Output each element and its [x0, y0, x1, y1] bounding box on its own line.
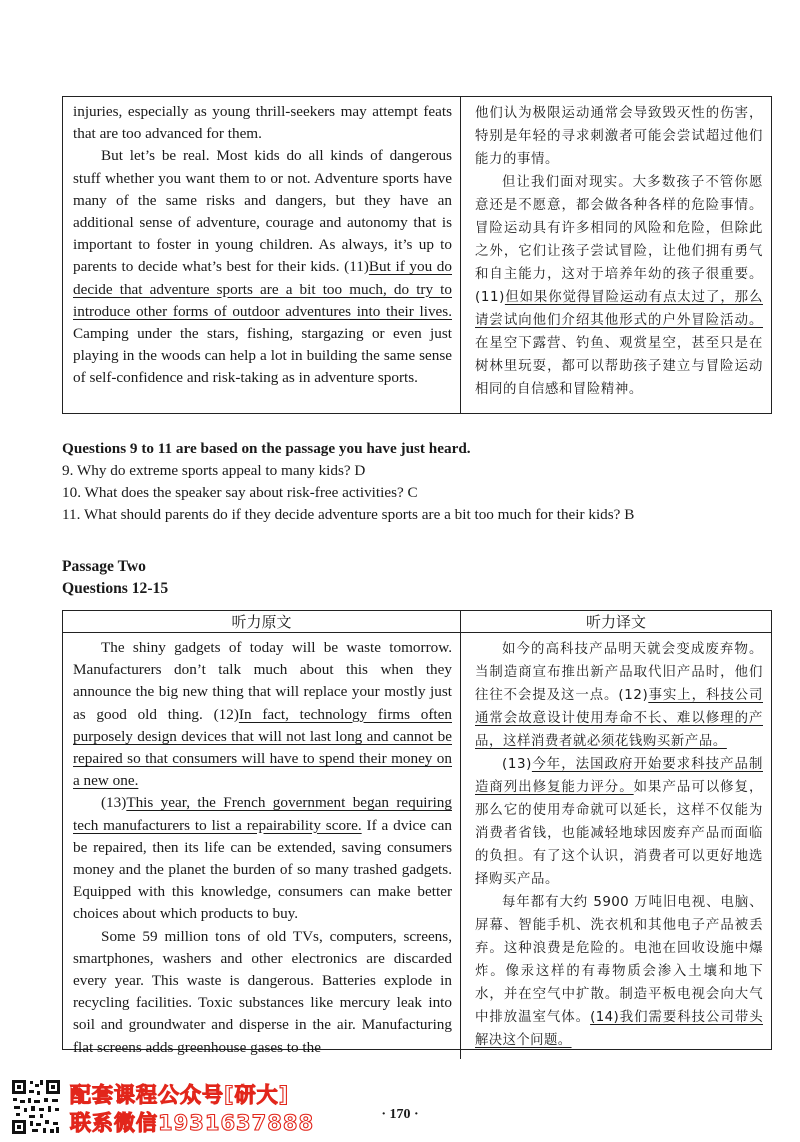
passage2-zh-para-2: (13)今年，法国政府开始要求科技产品制造商列出修复能力评分。如果产品可以修复，那么它的使用寿命就可以延长，这样不仅能为消费者省钱，也能减轻地球因废弃产品而面临的负担。有了这个认识，消费者可以更好地选择购买产品。: [475, 757, 763, 887]
passage2-subtitle: Questions 12-15: [62, 580, 169, 597]
passage1-chinese-column: [461, 97, 771, 413]
passage2-zh-para-1: 如今的高科技产品明天就会变成废弃物。当制造商宣布推出新产品取代旧产品时，他们往往不会提及这一点。(12)事实上，科技公司通常会故意设计使用寿命不长、难以修理的产品，这样消费者就必须花钱购买新产品。: [475, 642, 763, 749]
questions-heading: Questions 9 to 11 are based on the passage you have just heard.: [62, 440, 471, 457]
passage2-en-para-1: The shiny gadgets of today will be waste tomorrow. Manufacturers don’t talk much about this when they announce the big new thing that will replace your mostly just as good old thing. (12)In fact, technology firms often purposely design devices that will not last long and cannot be repaired so that consumers will have to spend their money on a new one.: [73, 639, 452, 790]
header-original: 听力原文: [63, 611, 461, 632]
watermark-line-2: 联系微信1931637888: [70, 1111, 315, 1135]
passage2-zh-para-3: 每年都有大约 5900 万吨旧电视、电脑、屏幕、智能手机、洗衣机和其他电子产品被丢弃。这种浪费是危险的。电池在回收设施中爆炸。像汞这样的有毒物质会渗入土壤和地下水，并在空气中扩散。制造平板电视会向大气中排放温室气体。(14)我们需要科技公司带头解决这个问题。: [475, 895, 763, 1048]
question-10: 10. What does the speaker say about risk-free activities? C: [62, 484, 418, 501]
passage2-heading: [62, 556, 168, 600]
answer-underline-12-zh: 事实上，科技公司通常会故意设计使用寿命不长、难以修理的产品，这样消费者就必须花钱购买新产品。: [475, 688, 763, 749]
answer-underline-13: This year, the French government began requiring tech manufacturers to list a repairability score.: [73, 794, 452, 834]
passage1-zh-para-2: 但让我们面对现实。大多数孩子不管你愿意还是不愿意，都会做各种各样的危险事情。冒险运动具有许多相同的风险和危险，但除此之外，它们让孩子尝试冒险，让他们拥有勇气和自主能力，这对于培养年幼的孩子很重要。(11)但如果你觉得冒险运动有点太过了，那么请尝试向他们介绍其他形式的户外冒险活动。在星空下露营、钓鱼、观赏星空，甚至只是在树林里玩耍，都可以帮助孩子建立与冒险运动相同的自信感和冒险精神。: [475, 175, 763, 397]
answer-underline-14-zh: (14)我们需要科技公司带头解决这个问题。: [475, 1010, 763, 1048]
question-9: 9. Why do extreme sports appeal to many kids? D: [62, 462, 366, 479]
watermark: [10, 1078, 330, 1136]
answer-underline-12: In fact, technology firms often purposely design devices that will not last long and cannot be repaired so that consumers will have to spend their money on a new one.: [73, 705, 452, 790]
passage2-table: [62, 610, 772, 1056]
header-translation: 听力译文: [585, 613, 646, 631]
passage2-en-para-3: Some 59 million tons of old TVs, computers, screens, smartphones, washers and other electronics are discarded every year. This waste is dangerous. Batteries explode in recycling facilities. Toxic substances like mercury leak into soil and groundwater and disperse in the air. Manufacturing flat screens adds greenhouse gases to the: [73, 927, 452, 1056]
passage1-en-para-2: But let’s be real. Most kids do all kinds of dangerous stuff whether you want them to or not. Adventure sports have many of the same risks and dangers, but they have an additional sense of adventure, courage and autonomy that is important to foster in young children. As always, it’s up to parents to decide what’s best for their kids. (11)But if you do decide that adventure sports are a bit too much, do try to introduce other forms of outdoor adventures into their lives. Camping under the stars, fishing, stargazing or even just playing in the woods can help a lot in building the same sense of self-confidence and risk-taking as in adventure sports.: [73, 147, 452, 387]
passage1-en-para-1: injuries, especially as young thrill-seekers may attempt feats that are too advanced for them.: [73, 103, 452, 143]
passage1-table: [62, 96, 772, 414]
answer-underline-11-zh: 但如果你觉得冒险运动有点太过了，那么请尝试向他们介绍其他形式的户外冒险活动。: [475, 290, 763, 328]
passage2-en-para-2: (13)This year, the French government began requiring tech manufacturers to list a repairability score. If a dvice can be repaired, then its life can be extended, saving consumers money and the planet the burden of so many trashed gadgets. Equipped with this knowledge, consumers can make better choices about which products to buy.: [73, 794, 452, 923]
passage2-english-column: [63, 633, 461, 1059]
passage2-title: Passage Two: [62, 558, 146, 575]
passage1-english-column: [63, 97, 461, 413]
page-number: · 170 ·: [381, 1107, 419, 1122]
qr-code-icon: [10, 1078, 62, 1136]
questions-block: [62, 438, 634, 526]
answer-underline-11: But if you do decide that adventure sports are a bit too much, do try to introduce other forms of outdoor adventures into their lives.: [73, 258, 452, 320]
question-11: 11. What should parents do if they decide adventure sports are a bit too much for their kids? B: [62, 506, 635, 523]
passage1-zh-para-1: 他们认为极限运动通常会导致毁灭性的伤害，特别是年轻的寻求刺激者可能会尝试超过他们能力的事情。: [475, 106, 763, 167]
passage2-chinese-column: [461, 633, 771, 1059]
passage2-table-header: [63, 611, 771, 633]
answer-underline-13-zh: 今年，法国政府开始要求科技产品制造商列出修复能力评分。: [475, 757, 763, 795]
watermark-line-1: 配套课程公众号[研大]: [70, 1083, 290, 1107]
